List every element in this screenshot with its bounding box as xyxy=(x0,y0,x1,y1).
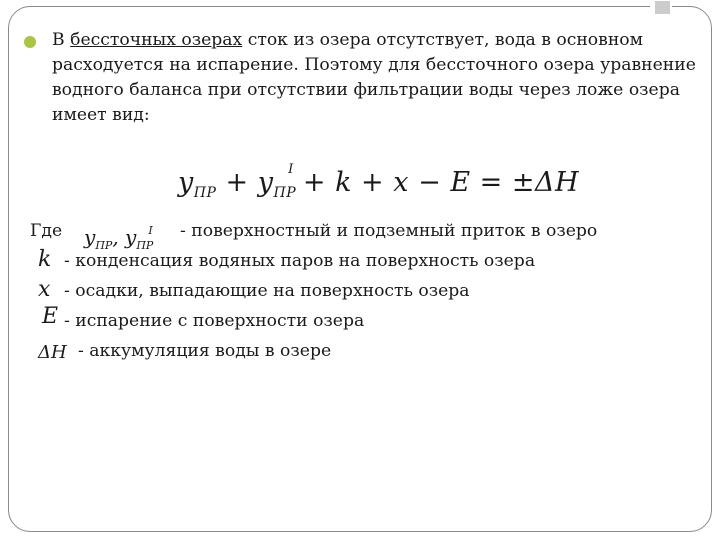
eq-x: x xyxy=(393,167,409,198)
eq-y2: y xyxy=(257,167,274,198)
legend-sep: , xyxy=(112,225,126,249)
legend-sub2: ПР xyxy=(136,239,154,252)
legend-symbol-E: E xyxy=(42,304,59,329)
eq-sub1: ПР xyxy=(193,185,217,201)
eq-sub2: ПР xyxy=(273,185,297,201)
eq-y1: y xyxy=(178,167,194,198)
eq-plus1: + xyxy=(225,167,249,198)
eq-k: k xyxy=(335,167,352,198)
bullet-icon xyxy=(24,36,36,48)
para-underlined-term: бессточных озерах xyxy=(70,30,243,50)
eq-plus2: + xyxy=(302,167,326,198)
legend-desc-dH: - аккумуляция воды в озере xyxy=(78,341,332,361)
water-balance-equation xyxy=(178,150,579,213)
legend-desc-k: - конденсация водяных паров на поверхность озера xyxy=(64,251,536,271)
eq-minus: − xyxy=(418,167,442,198)
legend-row-inflow xyxy=(30,219,62,243)
eq-pm: ± xyxy=(511,167,535,198)
legend-sub1: ПР xyxy=(95,239,113,252)
corner-tab-marker xyxy=(655,1,670,14)
legend-inflow-desc: - поверхностный и подземный приток в озеро xyxy=(180,221,598,241)
eq-E: E xyxy=(450,167,471,198)
eq-sup: I xyxy=(288,162,294,177)
legend-intro: Где xyxy=(30,221,63,241)
intro-paragraph xyxy=(52,28,702,128)
para-rest: сток из озера отсутствует, вода в основном расходуется на испарение. Поэтому для бессточного озера уравнение водного баланса при отсутствии фильтрации воды через ложе озера имеет вид: xyxy=(52,30,696,125)
legend-y1: y xyxy=(84,225,96,249)
eq-plus3: + xyxy=(361,167,385,198)
eq-equals: = xyxy=(479,167,503,198)
legend-symbol-x: x xyxy=(38,277,51,302)
legend-desc-E: - испарение с поверхности озера xyxy=(64,311,365,331)
legend-y2: y xyxy=(125,225,137,249)
legend-symbol-k: k xyxy=(38,247,52,272)
legend-desc-x: - осадки, выпадающие на поверхность озера xyxy=(64,281,470,301)
para-prefix: В xyxy=(52,30,71,50)
eq-deltaH: ΔH xyxy=(534,167,580,198)
legend-symbol-dH: ΔH xyxy=(38,342,67,363)
legend-sup: I xyxy=(148,224,153,237)
